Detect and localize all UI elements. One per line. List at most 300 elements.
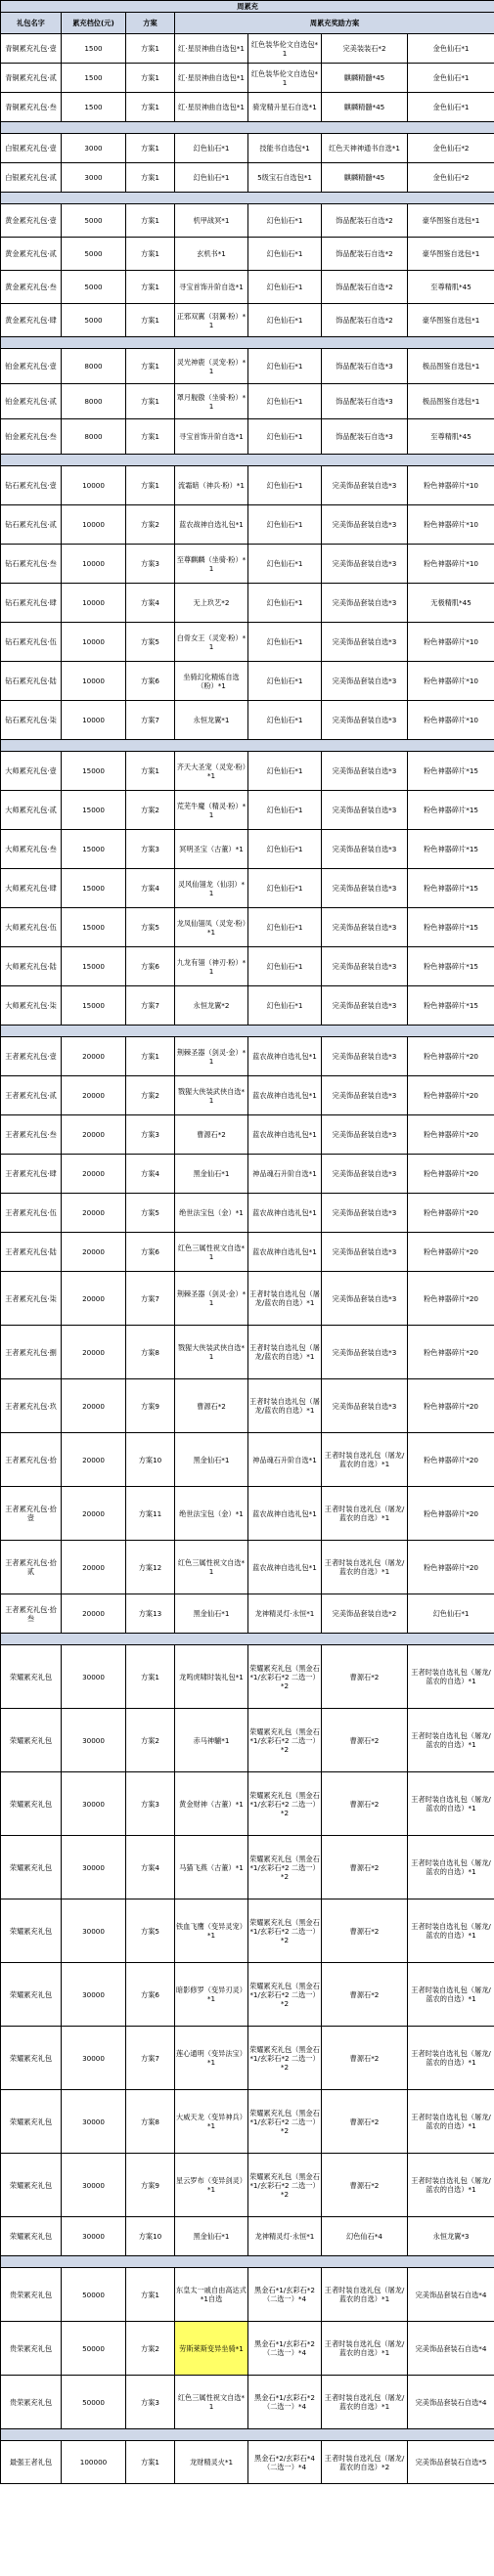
recharge-amount: 5000 [62,238,126,271]
plan-name: 方案2 [126,791,175,830]
plan-name: 方案8 [126,1326,175,1379]
reward-cell: 赤马神騚*1 [175,1709,248,1772]
plan-name: 方案9 [126,2154,175,2217]
separator-cell [1,2256,494,2268]
table-row [1,545,494,584]
reward-cell: 完美饰品套装自选*3 [322,1115,408,1155]
reward-cell: 极品图鉴自选包*1 [408,384,494,419]
reward-cell: 王者时装自选礼包（屠龙/蓝农的自选）*1 [408,1899,494,1963]
package-name: 王者累充礼包·叁 [1,1115,62,1155]
recharge-amount: 10000 [62,623,126,662]
reward-cell: 红·星辰神曲自选包*1 [175,93,248,122]
reward-cell: 幻色仙石*1 [248,908,322,947]
reward-cell: 完美饰品套装自选*3 [322,1155,408,1194]
package-name: 贵荣累充礼包 [1,2268,62,2322]
package-name: 荣耀累充礼包 [1,1963,62,2027]
separator-cell [1,1026,494,1037]
reward-cell: 荣耀累充礼包（黑金石*1/玄彩石*2 二选一）*2 [248,2090,322,2154]
reward-cell: 荣耀累充礼包（黑金石*1/玄彩石*2 二选一）*2 [248,2027,322,2090]
reward-cell: 荣耀累充礼包（黑金石*1/玄彩石*2 二选一）*2 [248,1772,322,1836]
reward-cell: 粉色神器碎片*15 [408,986,494,1026]
package-name: 钻石累充礼包·叁 [1,545,62,584]
reward-cell: 黑金石*1/玄彩石*2（二选一）*4 [248,2322,322,2376]
package-name: 大师累充礼包·叁 [1,830,62,869]
header-name: 礼包名字 [1,13,62,34]
reward-cell: 完美饰品套装自选*3 [322,545,408,584]
reward-cell: 黑金仙石*1 [175,1594,248,1634]
reward-cell: 齐天大圣宠（灵宠·粉）*1 [175,752,248,791]
plan-name: 方案8 [126,2090,175,2154]
table-row [1,830,494,869]
plan-name: 方案1 [126,134,175,163]
recharge-amount: 30000 [62,1709,126,1772]
table-row [1,505,494,545]
reward-cell: 金色仙石*2 [408,163,494,193]
reward-cell: 马猫飞燕（古董）*1 [175,1836,248,1899]
table-row [1,93,494,122]
reward-cell: 王者时装自选礼包（屠龙/蓝农的自选）*1 [408,1836,494,1899]
plan-name: 方案3 [126,1772,175,1836]
package-name: 荣耀累充礼包 [1,1899,62,1963]
package-name: 青铜累充礼包·叁 [1,93,62,122]
reward-cell: 王者时装自选礼包（屠龙/蓝农的自选）*1 [322,1541,408,1594]
reward-cell: 粉色神器碎片*20 [408,1541,494,1594]
package-name: 钻石累充礼包·壹 [1,466,62,505]
table-row [1,2090,494,2154]
package-name: 钻石累充礼包·柒 [1,701,62,740]
package-name: 青铜累充礼包·壹 [1,34,62,64]
reward-cell: 机甲战冥*1 [175,204,248,238]
reward-cell: 麒麟精髓*45 [322,93,408,122]
reward-cell: 红色天神神通书自选*1 [322,134,408,163]
reward-cell: 曹源石*2 [322,2090,408,2154]
table-row [1,1272,494,1326]
reward-cell: 劳斯莱斯变异坐骑*1 [175,2322,248,2376]
recharge-amount: 5000 [62,271,126,304]
table-row [1,1326,494,1379]
package-name: 大师累充礼包·柒 [1,986,62,1026]
reward-cell: 粉色神器碎片*20 [408,1076,494,1115]
reward-cell: 曹源石*2 [322,2154,408,2217]
plan-name: 方案10 [126,2217,175,2256]
reward-cell: 荒芜牛魔（精灵·粉）*1 [175,791,248,830]
separator-cell [1,193,494,204]
reward-cell: 粉色神器碎片*15 [408,908,494,947]
table-row [1,349,494,384]
recharge-amount: 20000 [62,1326,126,1379]
plan-name: 方案3 [126,545,175,584]
plan-name: 方案4 [126,584,175,623]
reward-cell: 蓝农战神自选礼包*1 [248,1115,322,1155]
reward-cell: 幻色仙石*1 [248,869,322,908]
reward-cell: 幻色仙石*1 [408,1594,494,1634]
reward-cell: 荆棘圣器（剑灵·金）*1 [175,1272,248,1326]
package-name: 黄金累充礼包·肆 [1,304,62,337]
reward-cell: 玄机书*1 [175,238,248,271]
table-row [1,752,494,791]
package-name: 大师累充礼包·壹 [1,752,62,791]
reward-cell: 粉色神器碎片*10 [408,505,494,545]
header-plan: 方案 [126,13,175,34]
plan-name: 方案1 [126,2268,175,2322]
plan-name: 方案5 [126,908,175,947]
recharge-amount: 15000 [62,947,126,986]
package-name: 铂金累充礼包·壹 [1,349,62,384]
recharge-amount: 20000 [62,1594,126,1634]
package-name: 大师累充礼包·肆 [1,869,62,908]
plan-name: 方案7 [126,986,175,1026]
table-row [1,1379,494,1433]
reward-cell: 永恒龙翼*1 [175,701,248,740]
reward-cell: 粉色神器碎片*20 [408,1194,494,1233]
reward-cell: 王者时装自选礼包（屠龙/蓝农的自选）*1 [322,2268,408,2322]
reward-cell: 曹源石*2 [322,1645,408,1709]
reward-cell: 至尊麒麟（坐骑·粉）*1 [175,545,248,584]
table-row [1,1115,494,1155]
plan-name: 方案4 [126,1836,175,1899]
recharge-amount: 1500 [62,34,126,64]
reward-cell: 暗影修罗（变异刃灵）*1 [175,1963,248,2027]
reward-cell: 粉色神器碎片*10 [408,701,494,740]
table-row [1,1594,494,1634]
reward-cell: 王者时装自选礼包（屠龙/蓝农的自选）*1 [408,2027,494,2090]
table-row [1,791,494,830]
table-row [1,2027,494,2090]
reward-cell: 龙神精灵灯·永恒*1 [248,1594,322,1634]
plan-name: 方案1 [126,419,175,455]
reward-cell: 金色仙石*2 [408,134,494,163]
recharge-amount: 1500 [62,64,126,93]
package-name: 王者累充礼包·伍 [1,1194,62,1233]
reward-cell: 完美饰品套装自选*3 [322,701,408,740]
reward-cell: 王者时装自选礼包（屠龙/蓝农的自选）*1 [408,2090,494,2154]
reward-cell: 幻色仙石*1 [175,163,248,193]
package-name: 白银累充礼包·壹 [1,134,62,163]
reward-cell: 极品图鉴自选包*1 [408,349,494,384]
recharge-amount: 100000 [62,2441,126,2484]
table-row [1,701,494,740]
reward-cell: 幻色仙石*1 [248,791,322,830]
package-name: 黄金累充礼包·壹 [1,204,62,238]
package-name: 荣耀累充礼包 [1,1709,62,1772]
reward-cell: 王者时装自选礼包（屠龙/蓝农的自选）*1 [408,1963,494,2027]
separator-cell [1,337,494,349]
plan-name: 方案5 [126,623,175,662]
reward-cell: 神品魂石升阶自选*1 [248,1433,322,1487]
table-row [1,2154,494,2217]
group-separator [1,337,494,349]
package-name: 大师累充礼包·伍 [1,908,62,947]
package-name: 王者累充礼包·拾壹 [1,1487,62,1541]
reward-cell: 麒麟精髓*45 [322,163,408,193]
plan-name: 方案4 [126,1155,175,1194]
recharge-amount: 15000 [62,752,126,791]
plan-name: 方案6 [126,1963,175,2027]
reward-cell: 黑金石*2/玄彩石*4（二选一）*4 [248,2441,322,2484]
table-row [1,1645,494,1709]
reward-cell: 王者时装自选礼包（屠龙/蓝农的自选）*1 [408,1645,494,1709]
reward-cell: 幻色仙石*1 [248,623,322,662]
package-name: 钻石累充礼包·肆 [1,584,62,623]
reward-cell: 粉色神器碎片*20 [408,1115,494,1155]
reward-cell: 大威天龙（变异神兵）*1 [175,2090,248,2154]
recharge-amount: 20000 [62,1194,126,1233]
group-separator [1,455,494,466]
table-row [1,2268,494,2322]
recharge-amount: 30000 [62,2217,126,2256]
reward-cell: 完美饰品套装自选*3 [322,1194,408,1233]
recharge-amount: 20000 [62,1076,126,1115]
table-row [1,1233,494,1272]
plan-name: 方案5 [126,1194,175,1233]
recharge-amount: 15000 [62,908,126,947]
table-row [1,2217,494,2256]
package-name: 铂金累充礼包·贰 [1,384,62,419]
reward-cell: 流霜暗（神兵·粉）*1 [175,466,248,505]
reward-cell: 粉色神器碎片*20 [408,1272,494,1326]
plan-name: 方案1 [126,752,175,791]
recharge-amount: 20000 [62,1433,126,1487]
reward-cell: 粉色神器碎片*10 [408,623,494,662]
reward-cell: 粉色神器碎片*15 [408,752,494,791]
reward-cell: 至尊精肌*45 [408,419,494,455]
reward-cell: 完美饰品套装自选*3 [322,1076,408,1115]
reward-cell: 幻色仙石*1 [248,752,322,791]
reward-cell: 幻色仙石*1 [248,701,322,740]
package-name: 青铜累充礼包·贰 [1,64,62,93]
reward-cell: 粉色神器碎片*20 [408,1233,494,1272]
reward-cell: 神品魂石升阶自选*1 [248,1155,322,1194]
separator-cell [1,740,494,752]
reward-cell: 黄金财神（古董）*1 [175,1772,248,1836]
reward-cell: 寻宝首饰升阶自选*1 [175,419,248,455]
package-name: 王者累充礼包·柒 [1,1272,62,1326]
recharge-amount: 15000 [62,869,126,908]
group-separator [1,122,494,134]
reward-cell: 幻色仙石*4 [322,2217,408,2256]
table-row [1,1709,494,1772]
plan-name: 方案7 [126,2027,175,2090]
package-name: 荣耀累充礼包 [1,1772,62,1836]
separator-cell [1,2429,494,2441]
reward-cell: 王者时装自选礼包（屠龙/蓝农的自选）*1 [322,2322,408,2376]
package-name: 黄金累充礼包·贰 [1,238,62,271]
reward-cell: 完美饰品套装自选*3 [322,908,408,947]
reward-cell: 完美饰品套装自选*3 [322,466,408,505]
table-row [1,384,494,419]
reward-cell: 荆棘圣器（剑灵·金）*1 [175,1037,248,1076]
group-separator [1,1026,494,1037]
recharge-amount: 5000 [62,304,126,337]
table-row [1,986,494,1026]
reward-cell: 幻色仙石*1 [248,505,322,545]
reward-cell: 九龙有翎（神刃·粉）*1 [175,947,248,986]
reward-cell: 幻色仙石*1 [248,545,322,584]
reward-cell: 粉色神器碎片*15 [408,947,494,986]
table-row [1,134,494,163]
reward-cell: 红·星辰神曲自选包*1 [175,64,248,93]
reward-cell: 王者时装自选礼包（屠龙/蓝农的自选）*2 [322,2441,408,2484]
package-name: 白银累充礼包·贰 [1,163,62,193]
plan-name: 方案2 [126,1076,175,1115]
reward-cell: 饰品配装石自选*2 [322,304,408,337]
reward-cell: 完美饰品套装自选*2 [322,1594,408,1634]
reward-cell: 曹源石*2 [322,2027,408,2090]
reward-cell: 完美饰品套装自选*3 [322,869,408,908]
reward-cell: 幻色仙石*1 [248,986,322,1026]
reward-cell: 幻色仙石*1 [248,271,322,304]
recharge-amount: 15000 [62,830,126,869]
reward-cell: 金色仙石*1 [408,64,494,93]
package-name: 钻石累充礼包·贰 [1,505,62,545]
reward-cell: 金色仙石*1 [408,34,494,64]
reward-cell: 荣耀累充礼包（黑金石*1/玄彩石*2 二选一）*2 [248,2154,322,2217]
plan-name: 方案1 [126,1037,175,1076]
recharge-amount: 30000 [62,1836,126,1899]
reward-cell: 曹源石*2 [322,1836,408,1899]
plan-name: 方案1 [126,64,175,93]
reward-cell: 红色装华伦文自选包*1 [248,64,322,93]
reward-cell: 粉色神器碎片*10 [408,466,494,505]
reward-cell: 龙神精灵灯·永恒*1 [248,2217,322,2256]
recharge-amount: 20000 [62,1487,126,1541]
reward-cell: 粉色神器碎片*15 [408,830,494,869]
package-name: 钻石累充礼包·伍 [1,623,62,662]
plan-name: 方案2 [126,2322,175,2376]
reward-cell: 曹源石*2 [322,1709,408,1772]
reward-cell: 骑宠精升星石自选*1 [248,93,322,122]
package-name: 荣耀累充礼包 [1,2154,62,2217]
recharge-amount: 30000 [62,2027,126,2090]
group-separator [1,193,494,204]
package-name: 铂金累充礼包·叁 [1,419,62,455]
table-row [1,204,494,238]
plan-name: 方案3 [126,830,175,869]
reward-cell: 王者时装自选礼包（屠龙/蓝农的自选）*1 [248,1379,322,1433]
reward-cell: 粉色神器碎片*20 [408,1379,494,1433]
reward-cell: 蓝农战神自选礼包*1 [248,1037,322,1076]
reward-cell: 王者时装自选礼包（屠龙/蓝农的自选）*1 [408,2154,494,2217]
reward-cell: 幻色仙石*1 [248,830,322,869]
recharge-amount: 15000 [62,986,126,1026]
reward-cell: 红色三属性祝文自选*1 [175,1233,248,1272]
reward-cell: 幻色仙石*1 [248,419,322,455]
reward-cell: 蓝农战神自选礼包*1 [175,505,248,545]
table-row [1,34,494,64]
recharge-amount: 3000 [62,134,126,163]
reward-cell: 完美饰品套装自选*3 [322,662,408,701]
reward-cell: 饰品配装石自选*3 [322,349,408,384]
reward-cell: 完美饰品套装自选*3 [322,1037,408,1076]
recharge-amount: 20000 [62,1379,126,1433]
table-row [1,584,494,623]
plan-name: 方案3 [126,1115,175,1155]
recharge-amount: 20000 [62,1233,126,1272]
reward-cell: 冥明圣宝（古董）*1 [175,830,248,869]
reward-cell: 荣耀累充礼包（黑金石*1/玄彩石*2 二选一）*2 [248,1836,322,1899]
plan-name: 方案6 [126,947,175,986]
package-name: 荣耀累充礼包 [1,2027,62,2090]
table-row [1,869,494,908]
package-name: 荣耀累充礼包 [1,1645,62,1709]
reward-cell: 幻色仙石*1 [248,238,322,271]
group-separator [1,740,494,752]
reward-cell: 永恒龙翼*3 [408,2217,494,2256]
reward-cell: 龙财精灵火*1 [175,2441,248,2484]
reward-cell: 饰品配装石自选*3 [322,384,408,419]
reward-cell: 白骨女王（灵宠·粉）*1 [175,623,248,662]
package-name: 贵荣累充礼包 [1,2376,62,2429]
plan-name: 方案1 [126,2441,175,2484]
reward-cell: 豪华图鉴自选包*1 [408,304,494,337]
reward-cell: 罩月舰傲（坐骑·粉）*1 [175,384,248,419]
reward-cell: 黑金仙石*1 [175,1433,248,1487]
reward-cell: 王者时装自选礼包（屠龙/蓝农的自选）*1 [408,1772,494,1836]
header-amount: 累充档位(元) [62,13,126,34]
package-name: 黄金累充礼包·叁 [1,271,62,304]
table-row [1,271,494,304]
reward-cell: 蓝农战神自选礼包*1 [248,1194,322,1233]
reward-cell: 完美饰品套装石自选*4 [408,2376,494,2429]
table-body [1,34,494,2484]
package-name: 荣耀累充礼包 [1,2090,62,2154]
plan-name: 方案1 [126,204,175,238]
reward-cell: 荣耀累充礼包（黑金石*1/玄彩石*2 二选一）*2 [248,1709,322,1772]
reward-cell: 红色装华伦文自选包*1 [248,34,322,64]
reward-cell: 幻色仙石*1 [248,349,322,384]
reward-cell: 无极精肌*45 [408,584,494,623]
reward-cell: 黑金石*1/玄彩石*2（二选一）*4 [248,2268,322,2322]
recharge-amount: 10000 [62,701,126,740]
reward-cell: 豪华图鉴自选包*1 [408,238,494,271]
plan-name: 方案1 [126,349,175,384]
reward-cell: 粉色神器碎片*20 [408,1326,494,1379]
table-row [1,1037,494,1076]
package-name: 荣耀累充礼包 [1,1836,62,1899]
package-name: 王者累充礼包·拾贰 [1,1541,62,1594]
reward-cell: 星云罗布（变异剑灵）*1 [175,2154,248,2217]
plan-name: 方案6 [126,662,175,701]
reward-cell: 技能书自选包*1 [248,134,322,163]
table-row [1,238,494,271]
recharge-amount: 50000 [62,2376,126,2429]
plan-name: 方案1 [126,384,175,419]
recharge-amount: 20000 [62,1115,126,1155]
reward-cell: 黑金仙石*1 [175,1155,248,1194]
recharge-amount: 20000 [62,1272,126,1326]
reward-cell: 无上玖艺*2 [175,584,248,623]
recharge-amount: 8000 [62,419,126,455]
reward-cell: 王者时装自选礼包（屠龙/蓝农的自选）*1 [322,2376,408,2429]
reward-cell: 铁血飞鹰（变异灵宠）*1 [175,1899,248,1963]
recharge-amount: 20000 [62,1541,126,1594]
table-row [1,1541,494,1594]
reward-cell: 幻色仙石*1 [248,584,322,623]
recharge-amount: 50000 [62,2322,126,2376]
reward-cell: 绝世法宝包（金）*1 [175,1487,248,1541]
plan-name: 方案1 [126,304,175,337]
plan-name: 方案4 [126,869,175,908]
table-row [1,1194,494,1233]
reward-cell: 麒麟精髓*45 [322,64,408,93]
reward-cell: 曹源石*2 [175,1379,248,1433]
package-name: 钻石累充礼包·陆 [1,662,62,701]
reward-cell: 龙鸣虎啸时装礼包*1 [175,1645,248,1709]
reward-cell: 王者时装自选礼包（屠龙/蓝农的自选）*1 [248,1272,322,1326]
plan-name: 方案9 [126,1379,175,1433]
plan-name: 方案12 [126,1541,175,1594]
recharge-amount: 1500 [62,93,126,122]
